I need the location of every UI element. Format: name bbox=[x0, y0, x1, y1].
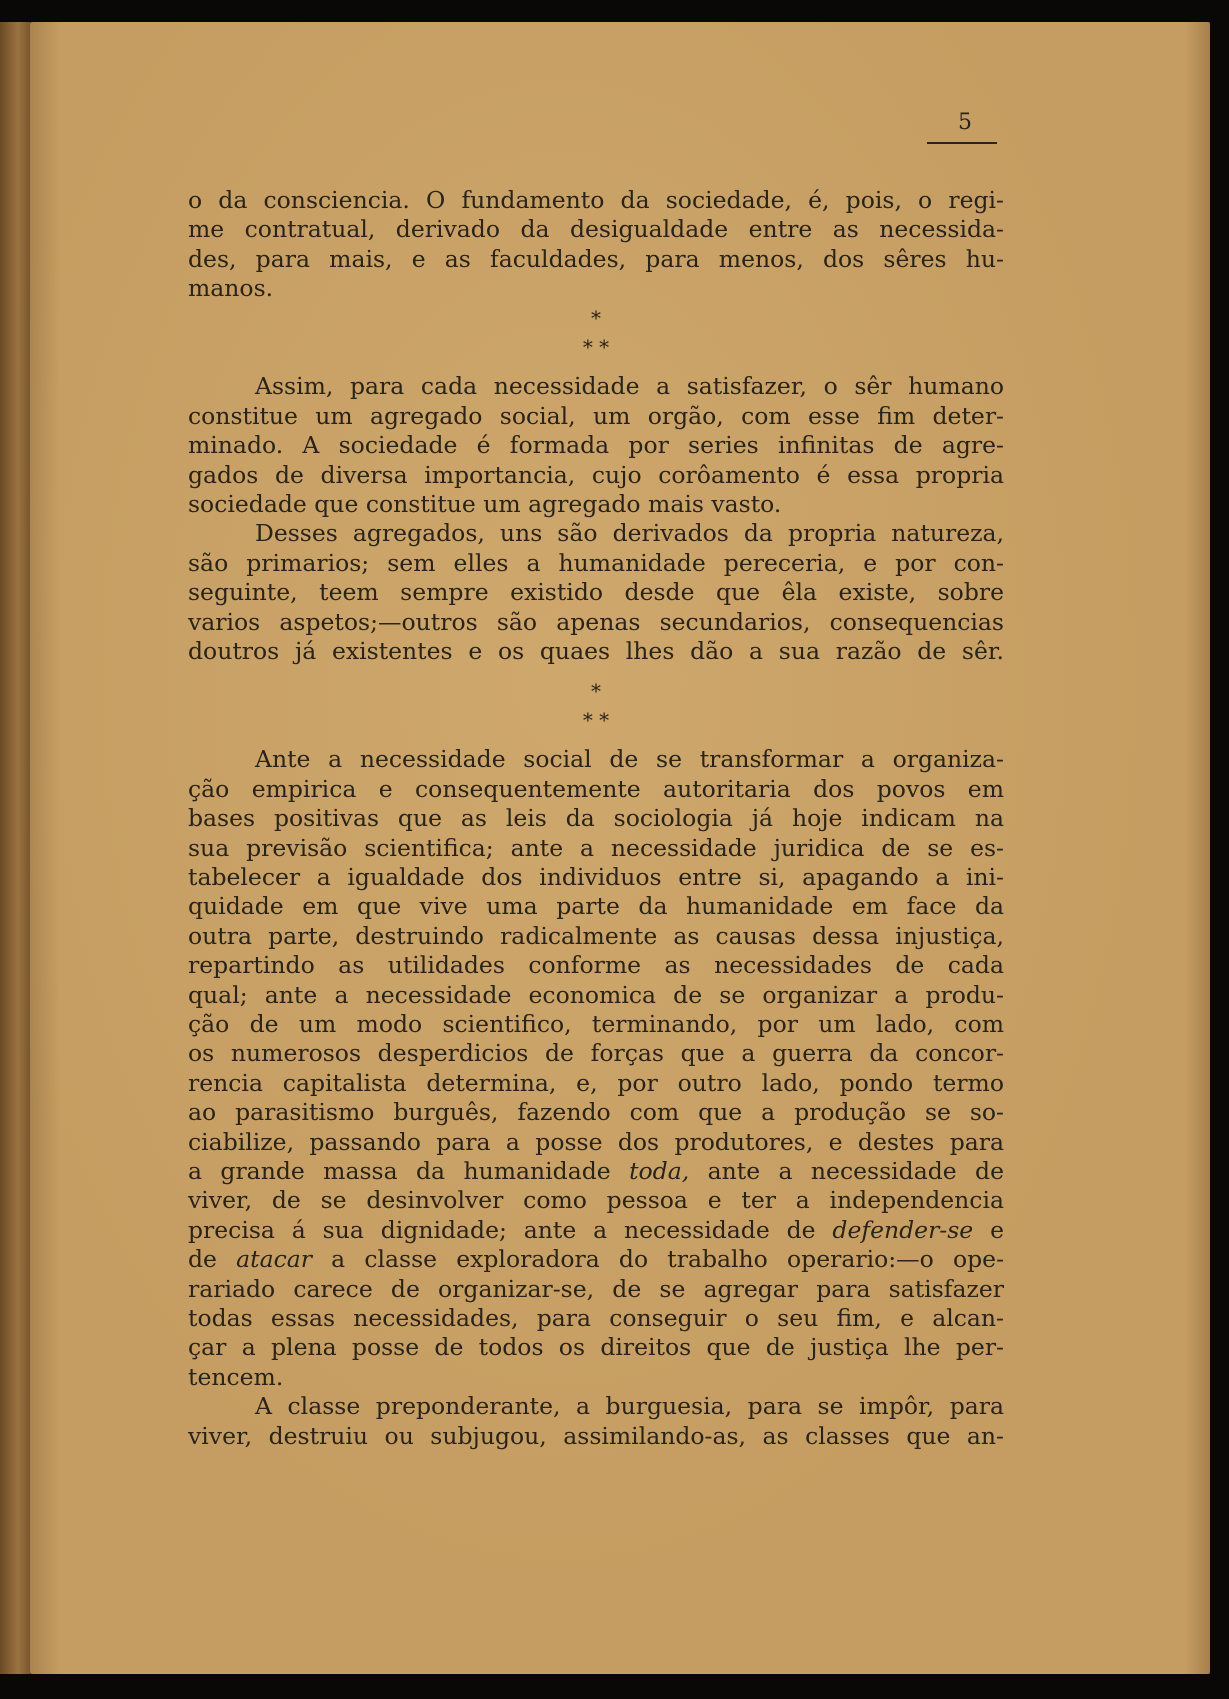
text-line: tabelecer a igualdade dos individuos entre si, apagando a ini- bbox=[188, 862, 1004, 891]
section-separator bbox=[188, 677, 1004, 736]
text-line: çar a plena posse de todos os direitos que de justiça lhe per- bbox=[188, 1333, 1004, 1362]
text-line bbox=[188, 1157, 1004, 1186]
text-run: ante a necessidade de bbox=[689, 1157, 1004, 1185]
text-line: são primarios; sem elles a humanidade pereceria, e por con- bbox=[188, 548, 1004, 577]
text-line: Ante a necessidade social de se transformar a organiza- bbox=[255, 745, 1004, 774]
text-line: todas essas necessidades, para conseguir o seu fim, e alcan- bbox=[188, 1304, 1004, 1333]
text-line: ciabilize, passando para a posse dos produtores, e destes para bbox=[188, 1127, 1004, 1156]
text-line: outra parte, destruindo radicalmente as causas dessa injustiça, bbox=[188, 921, 1004, 950]
text-line: bases positivas que as leis da sociologia já hoje indicam na bbox=[188, 804, 1004, 833]
text-line: manos. bbox=[188, 274, 274, 303]
text-line bbox=[188, 1216, 1004, 1245]
text-line: des, para mais, e as faculdades, para menos, dos sêres hu- bbox=[188, 244, 1004, 273]
text-line: ção empirica e consequentemente autoritaria dos povos em bbox=[188, 774, 1004, 803]
text-run: precisa á sua dignidade; ante a necessidade de bbox=[188, 1215, 833, 1244]
text-line: o da consciencia. O fundamento da sociedade, é, pois, o regi- bbox=[188, 186, 1004, 214]
paragraph bbox=[188, 519, 1004, 666]
text-line: constitue um agregado social, um orgão, com esse fim deter- bbox=[188, 401, 1004, 430]
text-line: os numerosos desperdicios de forças que a guerra da concor- bbox=[188, 1039, 1004, 1068]
text-line: ção de um modo scientifico, terminando, por um lado, com bbox=[188, 1009, 1004, 1038]
text-line: varios aspetos;—outros são apenas secundarios, consequencias bbox=[188, 607, 1004, 636]
italic-emphasis: toda, bbox=[629, 1157, 690, 1185]
text-line: rariado carece de organizar-se, de se agregar para satisfazer bbox=[188, 1274, 1004, 1303]
text-run: de bbox=[188, 1245, 237, 1274]
italic-emphasis: atacar bbox=[236, 1245, 312, 1274]
text-line: ao parasitismo burguês, fazendo com que a produção se so- bbox=[188, 1098, 1004, 1127]
text-line: Desses agregados, uns são derivados da propria natureza, bbox=[255, 519, 1004, 548]
text-line: A classe preponderante, a burguesia, para se impôr, para bbox=[255, 1392, 1004, 1421]
separator-star: * bbox=[591, 678, 601, 703]
text-line: gados de diversa importancia, cujo corôamento é essa propria bbox=[188, 460, 1004, 489]
text-line: sua previsão scientifica; ante a necessidade juridica de se es- bbox=[188, 833, 1004, 862]
text-run: e bbox=[973, 1215, 1004, 1244]
text-line: rencia capitalista determina, e, por outro lado, pondo termo bbox=[188, 1068, 1004, 1097]
text-line: me contratual, derivado da desigualdade entre as necessida- bbox=[188, 215, 1004, 244]
text-line: tencem. bbox=[188, 1362, 284, 1391]
italic-emphasis: defender-se bbox=[832, 1215, 974, 1244]
book-spine bbox=[0, 22, 30, 1674]
separator-star: * bbox=[591, 305, 601, 330]
section-separator bbox=[188, 304, 1004, 363]
text-run: a grande massa da humanidade bbox=[188, 1157, 630, 1185]
paragraph bbox=[188, 745, 1004, 1392]
text-line: seguinte, teem sempre existido desde que êla existe, sobre bbox=[188, 578, 1004, 607]
text-line: quidade em que vive uma parte da humanidade em face da bbox=[188, 892, 1004, 921]
separator-stars: * * bbox=[582, 707, 610, 732]
text-line: minado. A sociedade é formada por series infinitas de agre- bbox=[188, 431, 1004, 460]
text-run: a classe exploradora do trabalho operario:—o ope- bbox=[312, 1245, 1005, 1274]
text-line: sociedade que constitue um agregado mais vasto. bbox=[188, 490, 782, 519]
text-line: viver, de se desinvolver como pessoa e ter a independencia bbox=[188, 1186, 1004, 1215]
separator-stars: * * bbox=[582, 335, 610, 360]
text-line bbox=[188, 1245, 1004, 1274]
intro-paragraph bbox=[188, 186, 1004, 304]
text-line: repartindo as utilidades conforme as necessidades de cada bbox=[188, 951, 1004, 980]
page-number: 5 bbox=[958, 110, 972, 135]
text-line: qual; ante a necessidade economica de se organizar a produ- bbox=[188, 980, 1004, 1009]
paragraph bbox=[188, 1392, 1004, 1451]
body-text bbox=[188, 186, 1004, 1451]
paragraph bbox=[188, 372, 1004, 519]
text-line: Assim, para cada necessidade a satisfazer, o sêr humano bbox=[255, 372, 1004, 401]
text-line: viver, destruiu ou subjugou, assimilando-as, as classes que an- bbox=[188, 1421, 1004, 1450]
page-number-rule bbox=[927, 142, 997, 144]
text-line: doutros já existentes e os quaes lhes dão a sua razão de sêr. bbox=[188, 637, 1004, 666]
